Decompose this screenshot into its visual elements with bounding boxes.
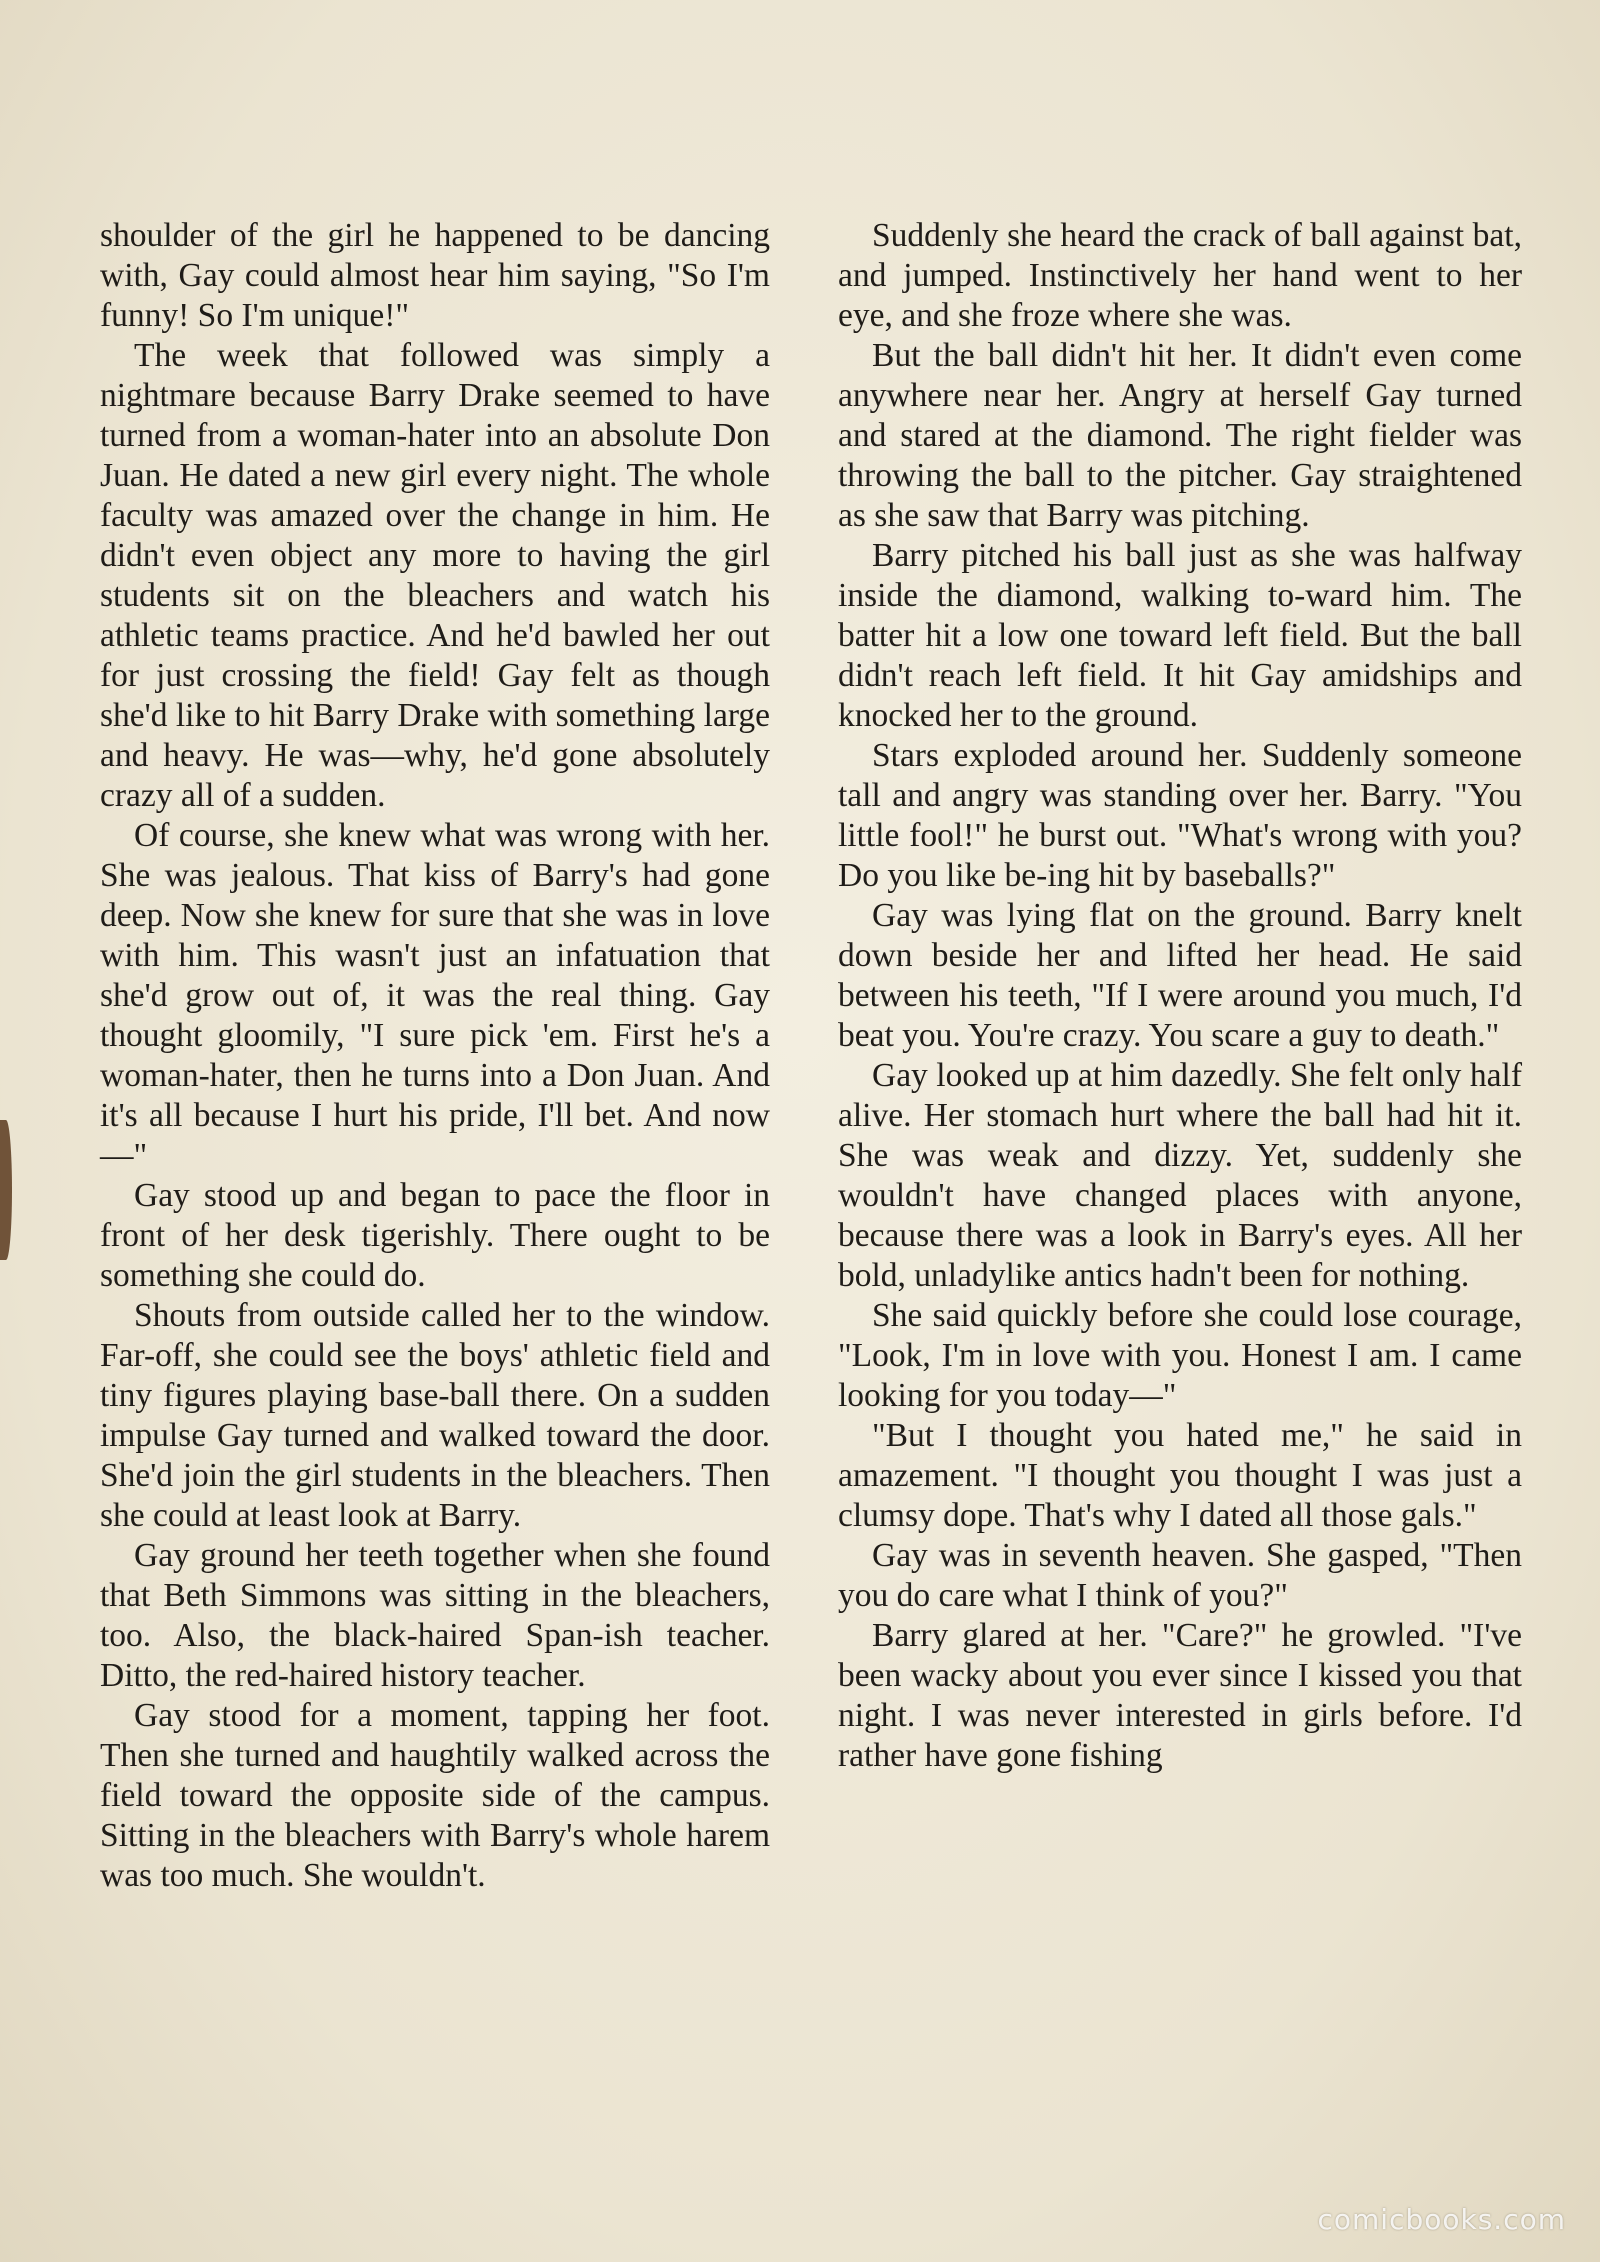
site-watermark: comicbooks.com [1317,2203,1566,2236]
left-text-column [100,216,770,1896]
paragraph: shoulder of the girl he happened to be dancing with, Gay could almost hear him saying, "So I'm funny! So I'm unique!" [100,217,770,334]
paragraph: Barry glared at her. "Care?" he growled. "I've been wacky about you ever since I kissed you that night. I was never interested in girls before. I'd rather have gone fishing [838,1617,1522,1774]
paragraph: "But I thought you hated me," he said in amazement. "I thought you thought I was just a clumsy dope. That's why I dated all those gals." [838,1417,1522,1534]
paragraph: Gay stood up and began to pace the floor in front of her desk tigerishly. There ought to be something she could do. [100,1177,770,1294]
paragraph: Suddenly she heard the crack of ball against bat, and jumped. Instinctively her hand went to her eye, and she froze where she was. [838,217,1522,334]
paragraph: Gay stood for a moment, tapping her foot. Then she turned and haughtily walked across the field toward the opposite side of the campus. Sitting in the bleachers with Barry's whole harem was too much. She wouldn't. [100,1697,770,1894]
paragraph: The week that followed was simply a nightmare because Barry Drake seemed to have turned from a woman-hater into an absolute Don Juan. He dated a new girl every night. The whole faculty was amazed over the change in him. He didn't even object any more to having the girl students sit on the bleachers and watch his athletic teams practice. And he'd bawled her out for just crossing the field! Gay felt as though she'd like to hit Barry Drake with something large and heavy. He was—why, he'd gone absolutely crazy all of a sudden. [100,337,770,814]
paragraph: Of course, she knew what was wrong with her. She was jealous. That kiss of Barry's had gone deep. Now she knew for sure that she was in love with him. This wasn't just an infatuation that she'd grow out of, it was the real thing. Gay thought gloomily, "I sure pick 'em. First he's a woman-hater, then he turns into a Don Juan. And it's all because I hurt his pride, I'll bet. And now—" [100,817,770,1174]
page-edge-shadow [0,1120,12,1260]
right-text-column [838,216,1522,1776]
paragraph: Barry pitched his ball just as she was halfway inside the diamond, walking to-ward him. The batter hit a low one toward left field. But the ball didn't reach left field. It hit Gay amidships and knocked her to the ground. [838,537,1522,734]
paragraph: She said quickly before she could lose courage, "Look, I'm in love with you. Honest I am. I came looking for you today—" [838,1297,1522,1414]
paragraph: Gay ground her teeth together when she found that Beth Simmons was sitting in the bleachers, too. Also, the black-haired Span-ish teacher. Ditto, the red-haired history teacher. [100,1537,770,1694]
paragraph: Shouts from outside called her to the window. Far-off, she could see the boys' athletic field and tiny figures playing base-ball there. On a sudden impulse Gay turned and walked toward the door. She'd join the girl students in the bleachers. Then she could at least look at Barry. [100,1297,770,1534]
paragraph: Gay was lying flat on the ground. Barry knelt down beside her and lifted her head. He said between his teeth, "If I were around you much, I'd beat you. You're crazy. You scare a guy to death." [838,897,1522,1054]
paragraph: Stars exploded around her. Suddenly someone tall and angry was standing over her. Barry. "You little fool!" he burst out. "What's wrong with you? Do you like be-ing hit by baseballs?" [838,737,1522,894]
paragraph: Gay was in seventh heaven. She gasped, "Then you do care what I think of you?" [838,1537,1522,1614]
paragraph: Gay looked up at him dazedly. She felt only half alive. Her stomach hurt where the ball had hit it. She was weak and dizzy. Yet, suddenly she wouldn't have changed places with anyone, because there was a look in Barry's eyes. All her bold, unladylike antics hadn't been for nothing. [838,1057,1522,1294]
paragraph: But the ball didn't hit her. It didn't even come anywhere near her. Angry at herself Gay turned and stared at the diamond. The right fielder was throwing the ball to the pitcher. Gay straightened as she saw that Barry was pitching. [838,337,1522,534]
